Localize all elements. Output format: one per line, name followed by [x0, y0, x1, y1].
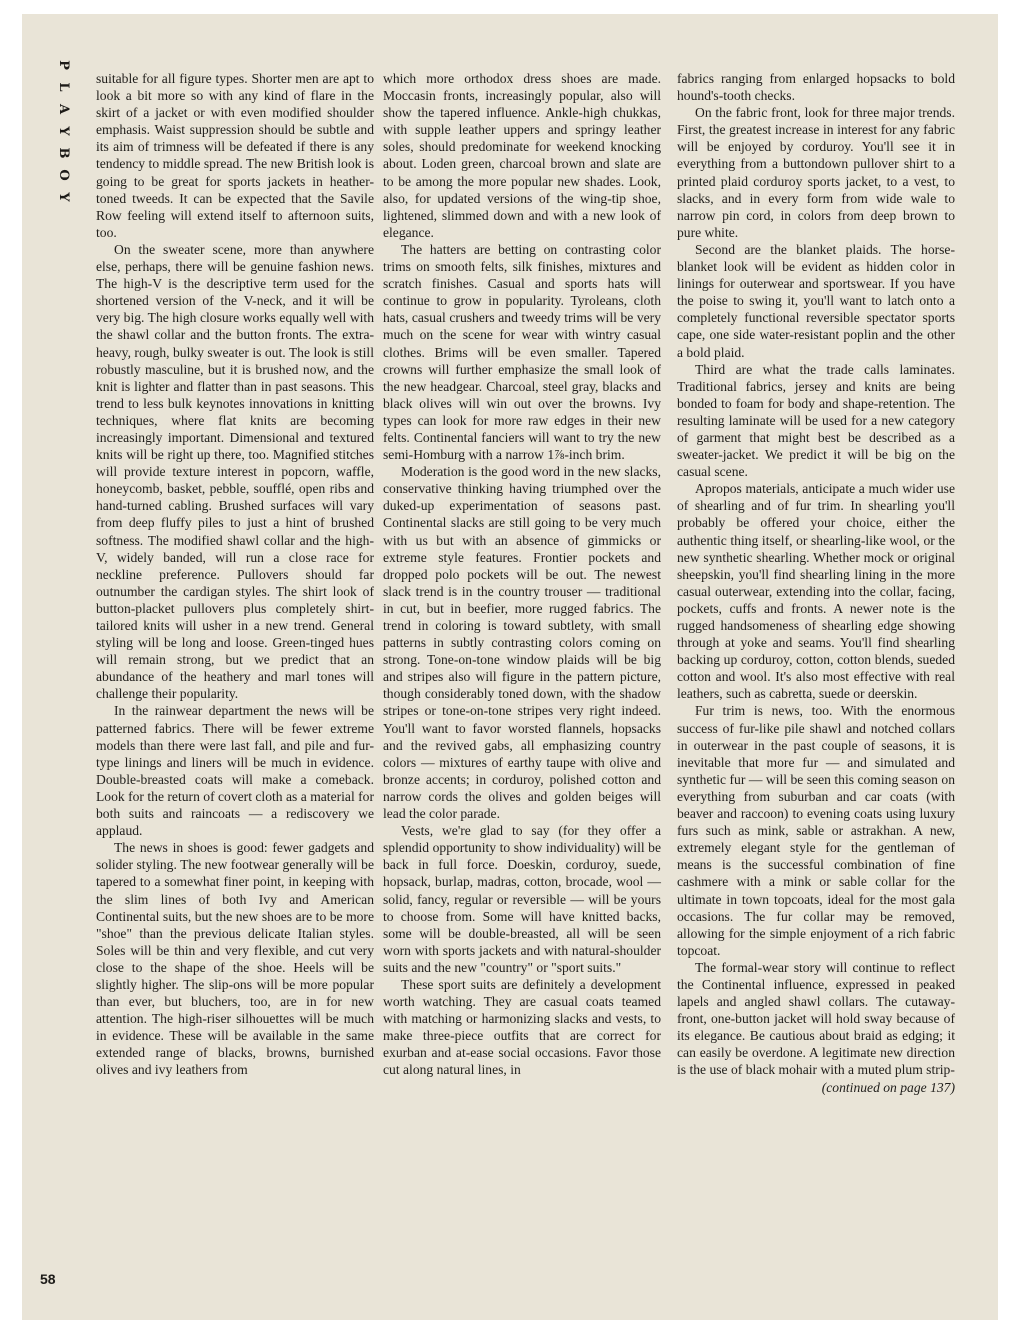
paragraph: On the fabric front, look for three major trends. First, the greatest increase in interest for any fabric will be enjoyed by corduroy. You'll see it in everything from a buttondown pullover shirt to a printed plaid corduroy sports jacket, to a vest, to slacks, and in every form from wide wale to narrow pin cord, in colors from deep brown to pure white. [677, 105, 955, 240]
paragraph: These sport suits are definitely a development worth watching. They are casual coats teamed with matching or harmonizing slacks and vests, to make three-piece outfits that are correct for exurban and at-ease social occasions. Favor those cut along natural lines, in [383, 976, 661, 1078]
paragraph: Apropos materials, anticipate a much wider use of shearling and of fur trim. In shearling you'll probably be offered your choice, either the authentic thing itself, or shearling-like wool, or the new synthetic shearling. Whether mock or original sheepskin, you'll find shearling lining in the more casual outerwear, extending into the collar, facing, pockets, cuffs and fronts. A newer note is the rugged handsomeness of shearling edge showing through at yoke and seams. You'll find shearling backing up corduroy, cotton, cotton blends, sueded cotton and wool. It's also most effective with real leathers, such as cabretta, suede or deerskin. [677, 481, 955, 702]
paragraph: Second are the blanket plaids. The horse-blanket look will be evident as hidden color in linings for outerwear and sportswear. If you have the poise to swing it, you'll want to latch onto a completely functional reversible spectator sports cape, one side water-resistant poplin and the other a bold plaid. [677, 241, 955, 360]
text-column-1 [96, 70, 374, 1079]
text-column-3 [677, 70, 955, 1096]
paragraph: Vests, we're glad to say (for they offer a splendid opportunity to show individuality) will be back in full force. Doeskin, corduroy, suede, hopsack, burlap, madras, cotton, brocade, wool — solid, fancy, regular or reversible — will be yours to choose from. Some will have knitted backs, some will be double-breasted, all will be seen worn with sports jackets and with natural-shoulder suits and the new "country" or "sport suits." [383, 823, 661, 975]
paragraph: Third are what the trade calls laminates. Traditional fabrics, jersey and knits are being bonded to foam for body and shape-retention. The resulting laminate will be used for a new category of garment that might best be described as a sweater-jacket. We predict it will be big on the casual scene. [677, 361, 955, 480]
continued-note: (continued on page 137) [821, 1079, 955, 1095]
paragraph: which more orthodox dress shoes are made. Moccasin fronts, increasingly popular, also will show the tapered influence. Ankle-high chukkas, with supple leather uppers and springy leather soles, should predominate for weekend knocking about. Loden green, charcoal brown and slate are to be among the more popular new shades. Look, also, for updated versions of the wing-tip shoe, lightened, slimmed down and with a new look of elegance. [383, 71, 661, 240]
masthead-letter: L [56, 82, 71, 92]
paragraph: Moderation is the good word in the new slacks, conservative thinking having triumphed over the duked-up experimentation of seasons past. Continental slacks are still going to be very much with us but with an absence of gimmicks or extreme style features. Frontier pockets and dropped polo pockets will be out. The newest slack trend is in the country trouser — traditional in cut, but in beefier, more rugged fabrics. The trend in coloring is toward subtlety, with small patterns in subtly contrasting colors coming on strong. Tone-on-tone window plaids will be big and stripes also will figure in the pattern picture, though considerably toned down, with the shadow stripes or tone-on-tone stripes very right indeed. You'll want to favor worsted flannels, hopsacks and the revived gabs, all emphasizing country colors — mixtures of earthy taupe with olive and bronze accents; in corduroy, polished cotton and narrow cords the olives and golden beiges will lead the color parade. [383, 464, 661, 822]
paragraph: Fur trim is news, too. With the enormous success of fur-like pile shawl and notched collars in outerwear in the past couple of seasons, it is inevitable that more fur — and simulated and synthetic fur — will be seen this coming season on everything from suburban and car coats (with beaver and raccoon) to evening coats using luxury furs such as mink, sable or astrakhan. A new, extremely elegant style for the gentleman of means is the successful combination of fine cashmere with a mink or sable collar for the ultimate in town topcoats, ideal for the most gala occasions. The fur collar may be removed, allowing for the simple enjoyment of a rich fabric topcoat. [677, 703, 955, 958]
masthead [50, 54, 71, 208]
paragraph: On the sweater scene, more than anywhere else, perhaps, there will be genuine fashion news. The high-V is the descriptive term used for the shortened version of the V-neck, and it will be very big. The high closure works equally well with the shawl collar and the button fronts. The extra-heavy, rough, bulky sweater is out. The look is still robustly masculine, but it is brushed now, and the knit is lighter and flatter than in past seasons. This trend to less bulk keynotes innovations in knitting techniques, where flat knits are becoming increasingly important. Dimensional and textured knits will be right up there, too. Magnified stitches will provide texture interest in popcorn, waffle, honeycomb, basket, pebble, soufflé, open ribs and hand-turned cabling. Brushed surfaces will vary from deep fluffy piles to just a hint of brushed softness. The modified shawl collar and the high-V, widely banded, will run a close race for neckline preference. Pullovers should far outnumber the cardigan styles. The shirt look of button-placket pullovers plus completely shirt-tailored knits will usher in a new trend. General styling will be long and loose. Green-tinged hues will remain strong, but we predict that an abundance of the heathery and marl tones will challenge their popularity. [96, 241, 374, 702]
paragraph: The news in shoes is good: fewer gadgets and solider styling. The new footwear generally will be tapered to a somewhat finer point, in keeping with the slim lines of both Ivy and American Continental suits, but the new shoes are to be more "shoe" than the previous delicate Italian styles. Soles will be thin and very flexible, and cut very close to the shape of the shoe. Heels will be slightly higher. The slip-ons will be more popular than ever, but bluchers, too, are in for new attention. The high-riser silhouettes will be much in evidence. These will be available in the same extended range of blacks, browns, burnished olives and ivy leathers from [96, 840, 374, 1078]
paragraph: suitable for all figure types. Shorter men are apt to look a bit more so with any kind of flare in the skirt of a jacket or with even modified shoulder emphasis. Waist suppression should be subtle and its aim of trimness will be defeated if there is any tendency to middle spread. The new British look is going to be great for sports jackets in heather-toned tweeds. It can be expected that the Savile Row feeling will extend itself to afternoon suits, too. [96, 71, 374, 240]
masthead-letter: O [56, 169, 71, 181]
paragraph: In the rainwear department the news will be patterned fabrics. There will be fewer extreme models than there were last fall, and pile and fur-type linings and liners will be much in evidence. Double-breasted coats will make a comeback. Look for the return of covert cloth as a material for both suits and raincoats — a rediscovery we applaud. [96, 703, 374, 839]
masthead-letter: Y [56, 192, 71, 202]
masthead-letter: B [56, 147, 71, 159]
page-number: 58 [40, 1271, 56, 1287]
masthead-letter: Y [56, 126, 71, 136]
paragraph: The formal-wear story will continue to reflect the Continental influence, expressed in peaked lapels and angled shawl collars. The cutaway-front, one-button jacket will hold sway because of its elegance. Be cautious about braid as edging; it can easily be overdone. A legitimate new direction is the use of black mohair with a muted plum strip- [677, 959, 955, 1078]
text-column-2 [383, 70, 661, 1079]
paragraph: fabrics ranging from enlarged hopsacks to bold hound's-tooth checks. [677, 71, 955, 104]
magazine-page [22, 14, 998, 1320]
masthead-letter: A [56, 103, 71, 115]
masthead-letter: P [56, 60, 71, 70]
paragraph: The hatters are betting on contrasting color trims on smooth felts, silk finishes, mixtures and scratch finishes. Casual and sports hats will continue to grow in popularity. Tyroleans, cloth hats, casual crushers and tweedy trims will be very much on the scene for wear with wintry casual clothes. Brims will be even smaller. Tapered crowns will further emphasize the small look of the new headgear. Charcoal, steel gray, blacks and black olives will win out over the browns. Ivy types can look for more raw edges in their new felts. Continental fanciers will want to try the new semi-Homburg with a narrow 1⅞-inch brim. [383, 241, 661, 463]
